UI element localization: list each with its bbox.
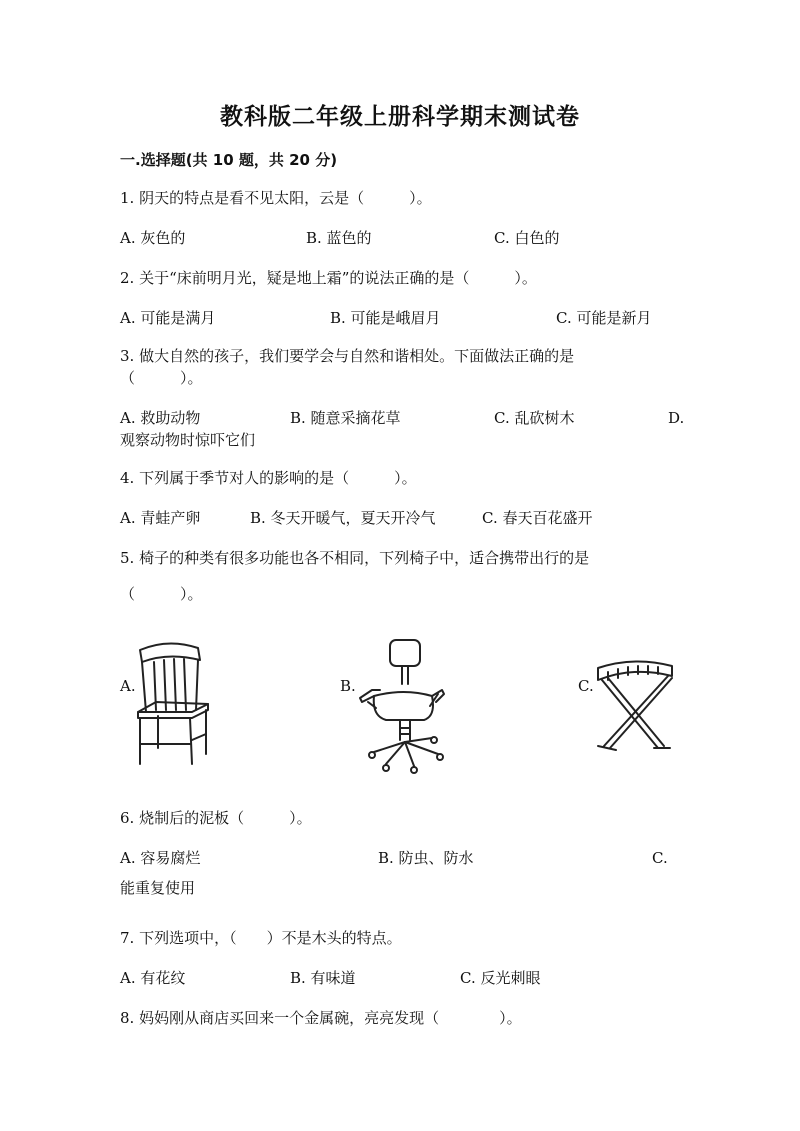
- question-4-stem: 4. 下列属于季节对人的影响的是（ ）。: [120, 469, 417, 487]
- wooden-chair-icon: [132, 640, 214, 768]
- q2-option-a: A. 可能是满月: [120, 309, 216, 327]
- q2-option-c: C. 可能是新月: [556, 309, 652, 327]
- q6-option-c: C.: [652, 849, 668, 867]
- question-5-stem-line2: （ ）。: [120, 585, 203, 603]
- question-3-stem-line1: 3. 做大自然的孩子，我们要学会与自然和谐相处。下面做法正确的是: [120, 347, 575, 365]
- q4-option-c: C. 春天百花盛开: [482, 509, 593, 527]
- q3-option-d-continued: 观察动物时惊吓它们: [120, 431, 256, 449]
- page-title: 教科版二年级上册科学期末测试卷: [220, 104, 580, 130]
- q5-option-a: A.: [120, 677, 136, 695]
- q6-option-a: A. 容易腐烂: [120, 849, 201, 867]
- q3-option-c: C. 乱砍树木: [494, 409, 575, 427]
- question-2-stem: 2. 关于“床前明月光，疑是地上霜”的说法正确的是（ ）。: [120, 269, 537, 287]
- folding-stool-icon: [594, 658, 676, 754]
- q7-option-c: C. 反光刺眼: [460, 969, 541, 987]
- q7-option-a: A. 有花纹: [120, 969, 186, 987]
- q4-option-a: A. 青蛙产卵: [120, 509, 201, 527]
- question-5-stem-line1: 5. 椅子的种类有很多功能也各不相同，下列椅子中，适合携带出行的是: [120, 549, 590, 567]
- q6-option-c-continued: 能重复使用: [120, 879, 196, 897]
- q6-option-b: B. 防虫、防水: [378, 849, 474, 867]
- question-7-stem: 7. 下列选项中，（ ）不是木头的特点。: [120, 929, 402, 947]
- q1-option-c: C. 白色的: [494, 229, 560, 247]
- question-3-stem-line2: （ ）。: [120, 369, 203, 387]
- question-8-stem: 8. 妈妈刚从商店买回来一个金属碗，亮亮发现（ ）。: [120, 1009, 522, 1027]
- office-chair-icon: [356, 636, 448, 776]
- q5-option-c: C.: [578, 677, 594, 695]
- q7-option-b: B. 有味道: [290, 969, 356, 987]
- q4-option-b: B. 冬天开暖气，夏天开冷气: [250, 509, 436, 527]
- q3-option-d: D.: [668, 409, 685, 427]
- q3-option-b: B. 随意采摘花草: [290, 409, 401, 427]
- q1-option-a: A. 灰色的: [120, 229, 186, 247]
- q2-option-b: B. 可能是峨眉月: [330, 309, 441, 327]
- question-6-stem: 6. 烧制后的泥板（ ）。: [120, 809, 312, 827]
- q3-option-a: A. 救助动物: [120, 409, 201, 427]
- section-heading: 一.选择题(共 10 题，共 20 分): [120, 151, 338, 169]
- q1-option-b: B. 蓝色的: [306, 229, 372, 247]
- q5-option-b: B.: [340, 677, 356, 695]
- question-1-stem: 1. 阴天的特点是看不见太阳，云是（ ）。: [120, 189, 432, 207]
